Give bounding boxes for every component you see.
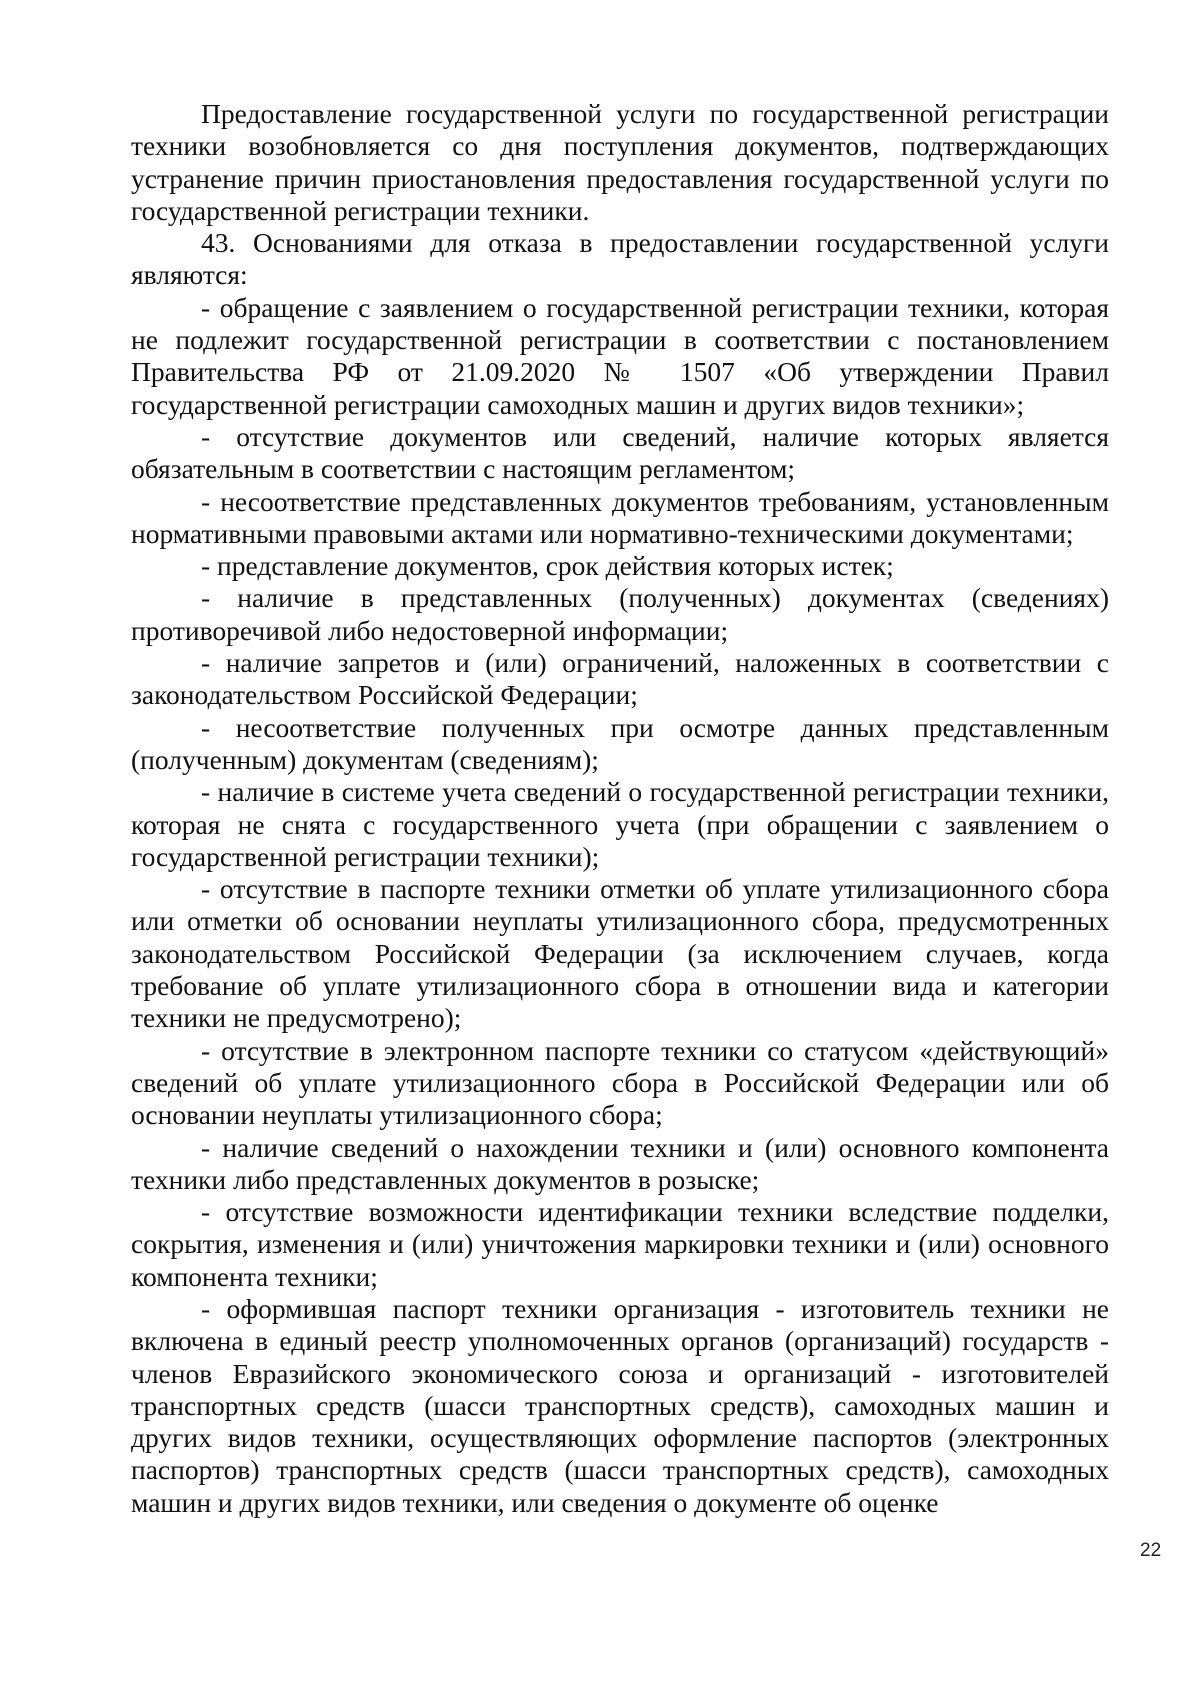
list-item-contradictory-information: - наличие в представленных (полученных) документах (сведениях) противоречивой либо недостоверной информации; (131, 582, 1109, 646)
list-item-electronic-passport-fee: - отсутствие в электронном паспорте техники со статусом «действующий» сведений об уплате утилизационного сбора в Российской Федерации или об основании неуплаты утилизационного сбора; (131, 1034, 1109, 1131)
list-item-identification-impossible: - отсутствие возможности идентификации техники вследствие подделки, сокрытия, изменения и (или) уничтожения маркировки техники и (или) основного компонента техники; (131, 1196, 1109, 1292)
list-item-expired-documents: - представление документов, срок действия которых истек; (201, 550, 894, 582)
list-item-prohibitions-restrictions: - наличие запретов и (или) ограничений, наложенных в соответствии с законодательством Российской Федерации; (131, 647, 1109, 711)
list-item-nonconformity-requirements: - несоответствие представленных документов требованиям, установленным нормативными правовыми актами или нормативно-техническими документами; (131, 485, 1109, 549)
paragraph-resumption: Предоставление государственной услуги по государственной регистрации техники возобновляется со дня поступления документов, подтверждающих устранение причин приостановления предоставления государственной услуги по государственной регистрации техники. (131, 98, 1109, 226)
list-item-manufacturer-registry: - оформившая паспорт техники организация - изготовитель техники не включена в единый реестр уполномоченных органов (организаций) государств - членов Евразийского экономического союза и организаций - изготовителей транспортных средств (шасси транспортных средств), самоходных машин и других видов техники, осуществляющих оформление паспортов (электронных паспортов) транспортных средств (шасси транспортных средств), самоходных машин и других видов техники, или сведения о документе об оценке (131, 1292, 1109, 1518)
list-item-missing-documents: - отсутствие документов или сведений, наличие которых является обязательным в соответствии с настоящим регламентом; (131, 420, 1109, 485)
paragraph-clause-43: 43. Основаниями для отказа в предоставлении государственной услуги являются: (131, 227, 1109, 291)
list-item-recycling-fee-mark: - отсутствие в паспорте техники отметки об уплате утилизационного сбора или отметки об основании неуплаты утилизационного сбора, предусмотренных законодательством Российской Федерации (за исключением случаев, когда требование об уплате утилизационного сбора в отношении вида и категории техники не предусмотрено); (131, 873, 1109, 1034)
page-number: 22 (1140, 1540, 1162, 1561)
list-item-not-deregistered: - наличие в системе учета сведений о государственной регистрации техники, которая не снята с государственного учета (при обращении с заявлением о государственной регистрации техники); (131, 776, 1109, 872)
list-item-inspection-mismatch: - несоответствие полученных при осмотре данных представленным (полученным) документам (сведениям); (131, 711, 1109, 775)
document-body (131, 98, 1109, 1519)
list-item-not-subject-registration: - обращение с заявлением о государственной регистрации техники, которая не подлежит государственной регистрации в соответствии с постановлением Правительства РФ от 21.09.2020 № 1507 «Об утверждении Правил государственной регистрации самоходных машин и других видов техники»; (131, 291, 1109, 420)
list-item-wanted-search: - наличие сведений о нахождении техники и (или) основного компонента техники либо представленных документов в розыске; (131, 1131, 1109, 1195)
